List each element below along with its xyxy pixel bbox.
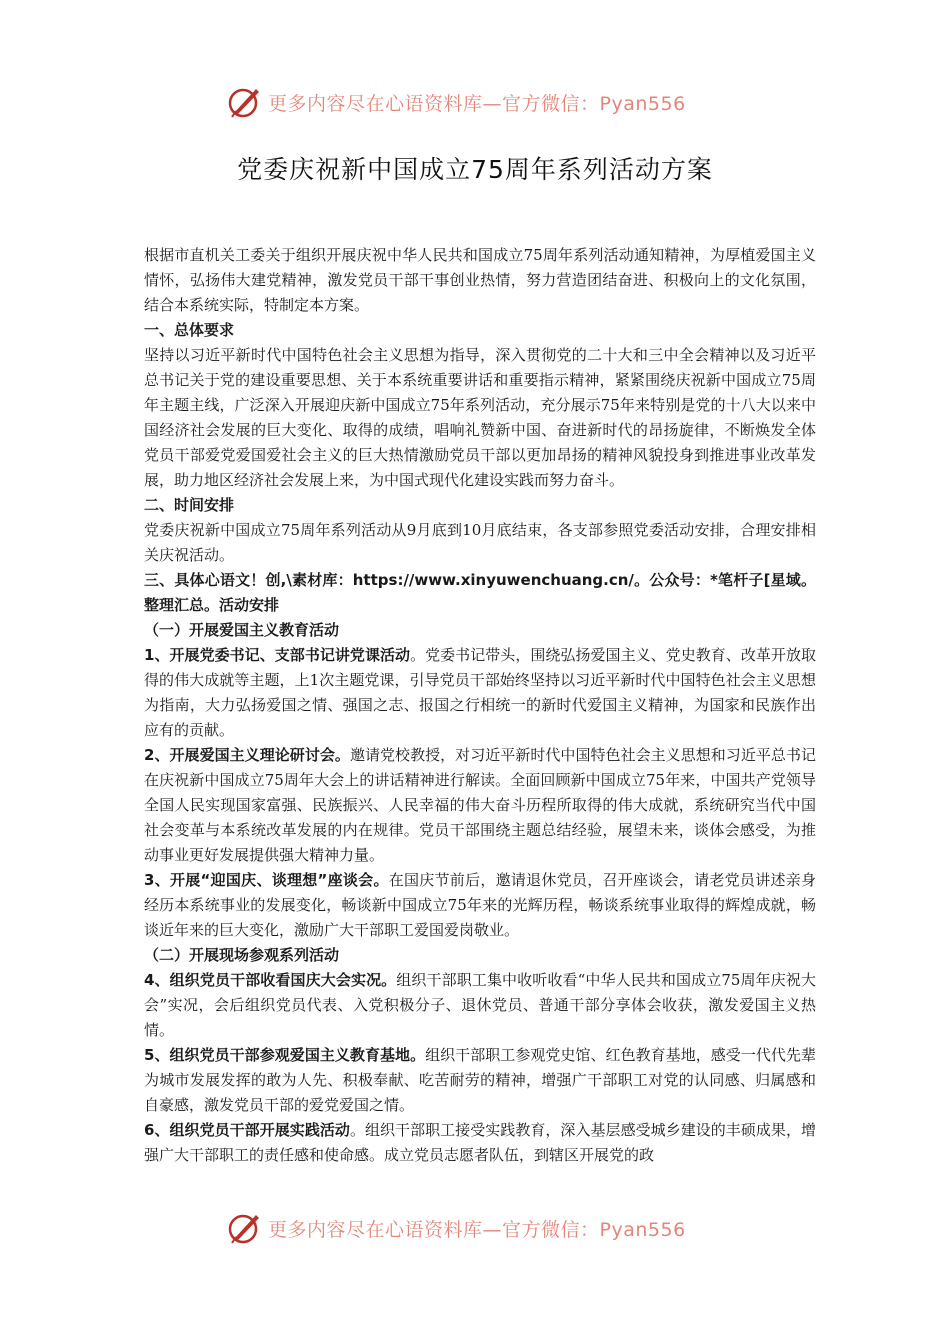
subsection-heading-2: （二）开展现场参观系列活动 — [144, 946, 340, 964]
item-text: 在国庆节前后，邀请退休党员，召开座谈会，请老党员讲述亲身经历本系统事业的发展变化，畅谈新中国成立75年来的光辉历程，畅谈系统事业取得的辉煌成就，畅谈近年来的巨大变化，激励广大干部职工爱国爱岗敬业。 — [144, 871, 816, 939]
section-heading-1: 一、总体要求 — [144, 321, 235, 339]
item-text: 。组织干部职工接受实践教育，深入基层感受城乡建设的丰硕成果，增强广大干部职工的责任感和使命感。成立党员志愿者队伍，到辖区开展党的政 — [144, 1121, 816, 1164]
subsection-heading-1: （一）开展爱国主义教育活动 — [144, 621, 340, 639]
item-lead: 3、开展“迎国庆、谈理想”座谈会。 — [144, 871, 389, 889]
document-body — [144, 243, 816, 1168]
list-item — [144, 1043, 816, 1118]
item-text: 。党委书记带头，围绕弘扬爱国主义、党史教育、改革开放取得的伟大成就等主题，上1次主题党课，引导党员干部始终坚持以习近平新时代中国特色社会主义思想为指南，大力弘扬爱国之情、强国之志、报国之行相统一的新时代爱国主义精神，为国家和民族作出应有的贡献。 — [144, 646, 816, 739]
quill-pen-logo-icon — [226, 83, 264, 121]
list-item — [144, 743, 816, 868]
item-lead: 1、开展党委书记、支部书记讲党课活动 — [144, 646, 411, 664]
banner-text: 更多内容尽在心语资料库—官方微信：Pyan556 — [268, 92, 686, 115]
footer-watermark-banner — [226, 1208, 726, 1248]
quill-pen-logo-icon — [226, 1209, 264, 1247]
banner-text: 更多内容尽在心语资料库—官方微信：Pyan556 — [268, 1218, 686, 1241]
item-text: 组织干部职工参观党史馆、红色教育基地，感受一代代先辈为城市发展发挥的敢为人先、积极奉献、吃苦耐劳的精神，增强广干部职工对党的认同感、归属感和自豪感，激发党员干部的爱党爱国之情。 — [144, 1046, 816, 1114]
item-text: 组织干部职工集中收听收看“中华人民共和国成立75周年庆祝大会”实况，会后组织党员代表、入党积极分子、退休党员、普通干部分享体会收获，激发爱国主义热情。 — [144, 971, 816, 1039]
section-body-2: 党委庆祝新中国成立75周年系列活动从9月底到10月底结束，各支部参照党委活动安排，合理安排相关庆祝活动。 — [144, 521, 816, 564]
item-lead: 4、组织党员干部收看国庆大会实况。 — [144, 971, 397, 989]
item-lead: 2、开展爱国主义理论研讨会。 — [144, 746, 350, 764]
header-watermark-banner — [226, 82, 726, 122]
intro-paragraph: 根据市直机关工委关于组织开展庆祝中华人民共和国成立75周年系列活动通知精神，为厚植爱国主义情怀，弘扬伟大建党精神，激发党员干部干事创业热情，努力营造团结奋进、积极向上的文化氛围，结合本系统实际，特制定本方案。 — [144, 246, 816, 314]
document-title: 党委庆祝新中国成立75周年系列活动方案 — [237, 155, 713, 184]
section-heading-2: 二、时间安排 — [144, 496, 235, 514]
section-heading-3: 三、具体心语文！创,\素材库：https://www.xinyuwenchuang.cn/。公众号：*笔杆子[星域。整理汇总。活动安排 — [144, 571, 816, 614]
list-item — [144, 1118, 816, 1168]
list-item — [144, 968, 816, 1043]
list-item — [144, 643, 816, 743]
item-text: 邀请党校教授，对习近平新时代中国特色社会主义思想和习近平总书记在庆祝新中国成立75周年大会上的讲话精神进行解读。全面回顾新中国成立75年来，中国共产党领导全国人民实现国家富强、民族振兴、人民幸福的伟大奋斗历程所取得的伟大成就，系统研究当代中国社会变革与本系统改革发展的内在规律。党员干部围绕主题总结经验，展望未来，谈体会感受，为推动事业更好发展提供强大精神力量。 — [144, 746, 816, 864]
item-lead: 5、组织党员干部参观爱国主义教育基地。 — [144, 1046, 426, 1064]
item-lead: 6、组织党员干部开展实践活动 — [144, 1121, 350, 1139]
section-body-1: 坚持以习近平新时代中国特色社会主义思想为指导，深入贯彻党的二十大和三中全会精神以及习近平总书记关于党的建设重要思想、关于本系统重要讲话和重要指示精神，紧紧围绕庆祝新中国成立75周年主题主线，广泛深入开展迎庆新中国成立75年系列活动，充分展示75年来特别是党的十八大以来中国经济社会发展的巨大变化、取得的成绩，唱响礼赞新中国、奋进新时代的昂扬旋律，不断焕发全体党员干部爱党爱国爱社会主义的巨大热情激励党员干部以更加昂扬的精神风貌投身到推进事业改革发展，助力地区经济社会发展上来，为中国式现代化建设实践而努力奋斗。 — [144, 346, 816, 489]
list-item — [144, 868, 816, 943]
